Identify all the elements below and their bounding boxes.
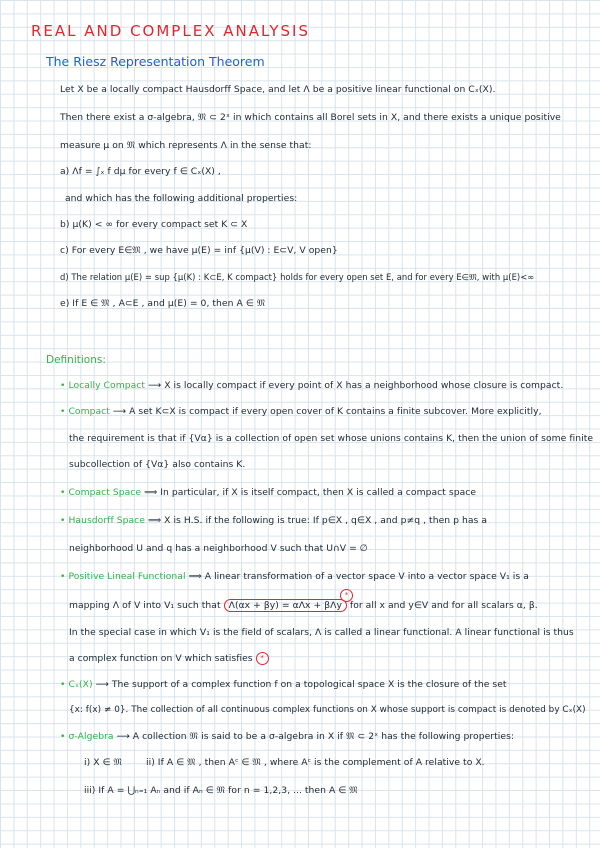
term-sigma-algebra: • σ-Algebra [60,731,114,742]
term-cc-x: • Cₓ(X) [60,679,93,690]
definition-text: X is H.S. if the following is true: If p∈X , q∈X , and p≠q , then p has a [164,515,488,526]
star-icon: * [256,652,269,665]
theorem-property-d: d) The relation μ(E) = sup {μ(K) : K⊂E, K compact} holds for every open set E, and for every E∈𝔐, with μ(E)<∞ [60,272,535,282]
definition-hausdorff-line-2: neighborhood U and q has a neighborhood V such that U∩V = ∅ [69,543,368,554]
arrow-icon: ⟶ [92,679,112,690]
page-title: REAL AND COMPLEX ANALYSIS [31,22,310,40]
theorem-line-1: Let X be a locally compact Hausdorff Space, and let Λ be a positive linear functional on Cₓ(X). [60,84,496,95]
definition-compact-line-2: the requirement is that if {Vα} is a collection of open set whose unions contains K, then the union of some finite [69,433,594,444]
star-icon: * [340,589,353,602]
theorem-property-a-continued: and which has the following additional properties: [65,193,298,204]
definition-text: A set K⊂X is compact if every open cover of K contains a finite subcover. More explicitly, [129,406,542,417]
arrow-icon: ⟹ [185,571,205,582]
term-compact-space: • Compact Space [60,487,142,498]
definition-locally-compact [60,380,563,391]
theorem-line-2: Then there exist a σ-algebra, 𝔐 ⊂ 2ˣ in which contains all Borel sets in X, and there exists a unique positive [60,112,561,123]
arrow-icon: ⟹ [141,487,161,498]
definition-plf-line-4 [69,652,269,665]
term-positive-linear-functional: • Positive Lineal Functional [60,571,186,582]
theorem-property-a: a) Λf = ∫ₓ f dμ for every f ∈ Cₓ(X) , [60,166,221,177]
definition-text: X is locally compact if every point of X has a neighborhood whose closure is compact. [164,380,564,391]
definition-text: mapping Λ of V into V₁ such that [69,600,224,611]
arrow-icon: ⟶ [109,406,130,417]
definition-compact [60,406,542,417]
definition-text: for all x and y∈V and for all scalars α, β. [346,600,538,611]
definition-plf-line-2 [69,600,538,611]
arrow-icon: ⟹ [144,515,165,526]
definition-plf-line-3: In the special case in which V₁ is the field of scalars, Λ is called a linear functional. A linear functional is thus [69,627,574,638]
definition-hausdorff-space [60,515,487,526]
sigma-algebra-property-iii: iii) If A = ⋃ₙ₌₁ Aₙ and if Aₙ ∈ 𝔐 for n = 1,2,3, ... then A ∈ 𝔐 [84,785,358,796]
definition-text: a complex function on V which satisfies [69,653,253,664]
definition-text: A collection 𝔐 is said to be a σ-algebra in X if 𝔐 ⊂ 2ˣ has the following properties: [132,731,515,742]
theorem-line-3: measure μ on 𝔐 which represents Λ in the sense that: [60,140,312,151]
theorem-property-e: e) If E ∈ 𝔐 , A⊂E , and μ(E) = 0, then A ∈ 𝔐 [60,298,266,309]
definition-text: The support of a complex function f on a topological space X is the closure of the set [111,679,507,690]
term-compact: • Compact [60,406,110,417]
sigma-algebra-property-i: i) X ∈ 𝔐 [84,757,123,768]
sigma-algebra-property-ii: ii) If A ∈ 𝔐 , then Aᶜ ∈ 𝔐 , where Aᶜ is the complement of A relative to X. [146,757,485,768]
definition-positive-linear-functional [60,571,529,582]
definition-text: In particular, if X is itself compact, then X is called a compact space [160,487,477,498]
definition-compact-line-3: subcollection of {Vα} also contains K. [69,459,246,470]
term-hausdorff-space: • Hausdorff Space [60,515,145,526]
theorem-property-b: b) μ(K) < ∞ for every compact set K ⊂ X [60,219,248,230]
definition-compact-space [60,487,476,498]
arrow-icon: ⟶ [145,380,165,391]
linearity-formula-box: Λ(αx + βy) = αΛx + βΛy [224,599,347,612]
theorem-property-c: c) For every E∈𝔐 , we have μ(E) = inf {μ(V) : E⊂V, V open} [60,245,338,256]
arrow-icon: ⟶ [113,731,133,742]
term-locally-compact: • Locally Compact [60,380,146,391]
definition-sigma-algebra [60,731,514,742]
theorem-title: The Riesz Representation Theorem [46,54,265,69]
definition-cc-x [60,679,507,690]
definition-cc-x-line-2: {x: f(x) ≠ 0}. The collection of all continuous complex functions on X whose support is compact is denoted by Cₓ(X) [69,705,586,715]
definitions-heading: Definitions: [46,354,106,366]
definition-text: A linear transformation of a vector space V into a vector space V₁ is a [204,571,529,582]
